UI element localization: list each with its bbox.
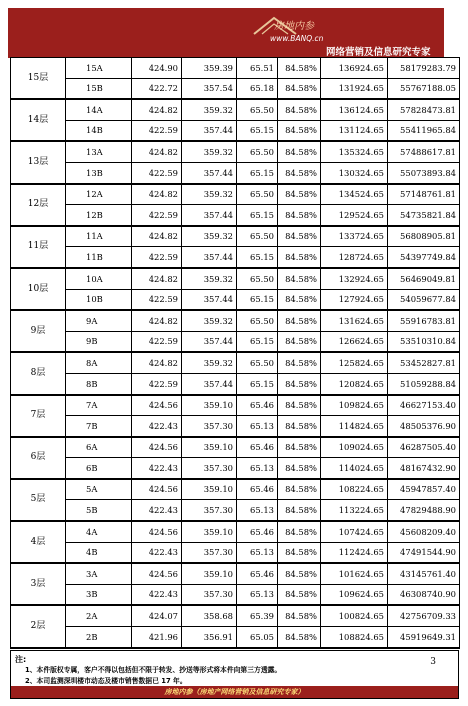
unit-price-cell: 128724.65 [321,247,388,268]
unit-price-cell: 114824.65 [321,416,388,437]
unit-price-cell: 129524.65 [321,205,388,226]
usable-area-cell: 358.68 [182,605,237,626]
usable-area-cell: 357.30 [182,416,237,437]
ratio-cell: 84.58% [278,479,321,500]
note-line: 1、本件版权专属，客户不得以包括但不限于转发、抄送等形式将本件向第三方透露。 [25,666,282,674]
building-area-cell: 424.82 [132,184,182,205]
unit-cell: 12A [66,184,132,205]
table-row [11,563,460,584]
building-area-cell: 424.82 [132,226,182,247]
table-row [11,437,460,458]
usable-area-cell: 357.30 [182,500,237,521]
ratio-cell: 84.58% [278,289,321,310]
unit-cell: 15B [66,78,132,99]
total-price-cell: 57488617.81 [388,141,460,162]
building-area-cell: 422.43 [132,416,182,437]
ratio-cell: 84.58% [278,395,321,416]
unit-cell: 6B [66,458,132,479]
usable-area-cell: 359.32 [182,226,237,247]
table-row [11,458,460,479]
usable-area-cell: 357.44 [182,120,237,141]
shared-area-cell: 65.50 [237,99,278,120]
building-area-cell: 422.59 [132,205,182,226]
usable-area-cell: 356.91 [182,627,237,648]
ratio-cell: 84.58% [278,437,321,458]
total-price-cell: 45608209.40 [388,521,460,542]
table-row [11,120,460,141]
total-price-cell: 48167432.90 [388,458,460,479]
shared-area-cell: 65.13 [237,584,278,605]
unit-cell: 3B [66,584,132,605]
ratio-cell: 84.58% [278,331,321,352]
unit-cell: 12B [66,205,132,226]
total-price-cell: 46287505.40 [388,437,460,458]
logo-tagline: 网络营销及信息研究专家 [326,47,431,58]
total-price-cell: 45947857.40 [388,479,460,500]
floor-label: 6层 [11,437,66,479]
floor-label: 13层 [11,141,66,183]
ratio-cell: 84.58% [278,141,321,162]
building-area-cell: 424.82 [132,310,182,331]
building-area-cell: 424.56 [132,479,182,500]
total-price-cell: 51059288.84 [388,373,460,394]
shared-area-cell: 65.15 [237,162,278,183]
building-area-cell: 422.59 [132,247,182,268]
table-row [11,521,460,542]
shared-area-cell: 65.15 [237,373,278,394]
unit-cell: 3A [66,563,132,584]
table-row [11,205,460,226]
total-price-cell: 53452827.81 [388,352,460,373]
building-area-cell: 422.59 [132,331,182,352]
ratio-cell: 84.58% [278,521,321,542]
building-area-cell: 424.82 [132,268,182,289]
unit-price-cell: 131124.65 [321,120,388,141]
total-price-cell: 54735821.84 [388,205,460,226]
building-area-cell: 421.96 [132,627,182,648]
ratio-cell: 84.58% [278,162,321,183]
table-row [11,247,460,268]
usable-area-cell: 357.30 [182,542,237,563]
ratio-cell: 84.58% [278,605,321,626]
shared-area-cell: 65.46 [237,437,278,458]
usable-area-cell: 359.10 [182,395,237,416]
shared-area-cell: 65.13 [237,416,278,437]
total-price-cell: 57828473.81 [388,99,460,120]
shared-area-cell: 65.50 [237,268,278,289]
ratio-cell: 84.58% [278,563,321,584]
unit-cell: 2A [66,605,132,626]
unit-price-cell: 120824.65 [321,373,388,394]
floor-label: 5层 [11,479,66,521]
building-area-cell: 424.82 [132,99,182,120]
unit-cell: 5A [66,479,132,500]
ratio-cell: 84.58% [278,373,321,394]
note-line: 2、本司监测深圳楼市动态及楼市销售数据已 17 年。 [25,677,187,685]
table-row [11,78,460,99]
floor-label: 4层 [11,521,66,563]
total-price-cell: 47491544.90 [388,542,460,563]
shared-area-cell: 65.13 [237,458,278,479]
ratio-cell: 84.58% [278,226,321,247]
total-price-cell: 55767188.05 [388,78,460,99]
unit-cell: 6A [66,437,132,458]
ratio-cell: 84.58% [278,310,321,331]
shared-area-cell: 65.15 [237,120,278,141]
table-row [11,395,460,416]
ratio-cell: 84.58% [278,247,321,268]
floor-label: 8层 [11,352,66,394]
total-price-cell: 54397749.84 [388,247,460,268]
usable-area-cell: 359.32 [182,268,237,289]
header-banner [8,8,444,58]
usable-area-cell: 357.44 [182,289,237,310]
shared-area-cell: 65.46 [237,563,278,584]
shared-area-cell: 65.46 [237,395,278,416]
total-price-cell: 54059677.84 [388,289,460,310]
unit-price-cell: 132924.65 [321,268,388,289]
unit-price-cell: 108224.65 [321,479,388,500]
building-area-cell: 422.59 [132,289,182,310]
unit-cell: 14B [66,120,132,141]
unit-price-cell: 130324.65 [321,162,388,183]
shared-area-cell: 65.15 [237,247,278,268]
table-row [11,184,460,205]
usable-area-cell: 357.44 [182,331,237,352]
unit-price-cell: 112424.65 [321,542,388,563]
floor-label: 9层 [11,310,66,352]
building-area-cell: 422.43 [132,584,182,605]
shared-area-cell: 65.15 [237,289,278,310]
usable-area-cell: 357.30 [182,584,237,605]
unit-price-cell: 131624.65 [321,310,388,331]
unit-cell: 14A [66,99,132,120]
building-area-cell: 424.56 [132,437,182,458]
unit-price-cell: 114024.65 [321,458,388,479]
usable-area-cell: 359.10 [182,479,237,500]
table-row [11,416,460,437]
unit-price-cell: 107424.65 [321,521,388,542]
unit-cell: 10B [66,289,132,310]
logo [252,14,432,58]
unit-price-cell: 113224.65 [321,500,388,521]
total-price-cell: 43145761.40 [388,563,460,584]
unit-price-cell: 134524.65 [321,184,388,205]
ratio-cell: 84.58% [278,205,321,226]
unit-cell: 4B [66,542,132,563]
table-row [11,479,460,500]
notes-box [10,650,459,699]
table-row [11,627,460,648]
unit-cell: 15A [66,58,132,79]
usable-area-cell: 359.32 [182,310,237,331]
usable-area-cell: 357.44 [182,162,237,183]
table-row [11,310,460,331]
unit-cell: 8B [66,373,132,394]
usable-area-cell: 359.32 [182,184,237,205]
total-price-cell: 56469049.81 [388,268,460,289]
floor-label: 14层 [11,99,66,141]
shared-area-cell: 65.50 [237,310,278,331]
table-row [11,268,460,289]
unit-price-cell: 109024.65 [321,437,388,458]
unit-cell: 9A [66,310,132,331]
unit-cell: 11B [66,247,132,268]
usable-area-cell: 359.10 [182,437,237,458]
table-row [11,162,460,183]
building-area-cell: 424.82 [132,141,182,162]
building-area-cell: 424.90 [132,58,182,79]
building-area-cell: 422.43 [132,458,182,479]
building-area-cell: 422.72 [132,78,182,99]
table-row [11,542,460,563]
logo-brand: 房地内参 [274,21,314,32]
floor-label: 11层 [11,226,66,268]
unit-price-cell: 109824.65 [321,395,388,416]
unit-cell: 10A [66,268,132,289]
unit-cell: 13B [66,162,132,183]
footer-bar: 房地内参（房地产网络营销及信息研究专家） [11,686,458,698]
ratio-cell: 84.58% [278,78,321,99]
table-row [11,500,460,521]
unit-price-cell: 125824.65 [321,352,388,373]
ratio-cell: 84.58% [278,58,321,79]
table-row [11,226,460,247]
unit-price-cell: 126624.65 [321,331,388,352]
building-area-cell: 424.56 [132,563,182,584]
floor-label: 2层 [11,605,66,647]
floor-label: 7层 [11,395,66,437]
total-price-cell: 55073893.84 [388,162,460,183]
total-price-cell: 45919649.31 [388,627,460,648]
ratio-cell: 84.58% [278,458,321,479]
shared-area-cell: 65.46 [237,479,278,500]
unit-cell: 9B [66,331,132,352]
table-row [11,99,460,120]
table-row [11,584,460,605]
building-area-cell: 422.43 [132,542,182,563]
total-price-cell: 46308740.90 [388,584,460,605]
unit-cell: 7B [66,416,132,437]
floor-label: 3层 [11,563,66,605]
usable-area-cell: 359.32 [182,99,237,120]
ratio-cell: 84.58% [278,99,321,120]
shared-area-cell: 65.50 [237,226,278,247]
building-area-cell: 422.59 [132,120,182,141]
ratio-cell: 84.58% [278,500,321,521]
usable-area-cell: 357.44 [182,247,237,268]
usable-area-cell: 359.10 [182,563,237,584]
ratio-cell: 84.58% [278,416,321,437]
unit-cell: 2B [66,627,132,648]
unit-price-cell: 131924.65 [321,78,388,99]
shared-area-cell: 65.18 [237,78,278,99]
unit-price-cell: 108824.65 [321,627,388,648]
shared-area-cell: 65.39 [237,605,278,626]
shared-area-cell: 65.13 [237,542,278,563]
shared-area-cell: 65.50 [237,141,278,162]
unit-price-cell: 109624.65 [321,584,388,605]
logo-site: www.BANQ.cn [270,34,324,43]
usable-area-cell: 357.44 [182,373,237,394]
unit-cell: 4A [66,521,132,542]
shared-area-cell: 65.50 [237,184,278,205]
total-price-cell: 56808905.81 [388,226,460,247]
floor-label: 10层 [11,268,66,310]
total-price-cell: 55916783.81 [388,310,460,331]
total-price-cell: 42756709.33 [388,605,460,626]
total-price-cell: 47829488.90 [388,500,460,521]
unit-cell: 7A [66,395,132,416]
unit-price-table [10,57,460,649]
ratio-cell: 84.58% [278,584,321,605]
building-area-cell: 424.07 [132,605,182,626]
unit-price-cell: 136924.65 [321,58,388,79]
usable-area-cell: 359.32 [182,141,237,162]
building-area-cell: 424.56 [132,395,182,416]
table-row [11,331,460,352]
table-row [11,141,460,162]
unit-price-cell: 127924.65 [321,289,388,310]
total-price-cell: 57148761.81 [388,184,460,205]
shared-area-cell: 65.51 [237,58,278,79]
building-area-cell: 424.82 [132,352,182,373]
ratio-cell: 84.58% [278,268,321,289]
ratio-cell: 84.58% [278,627,321,648]
unit-price-cell: 136124.65 [321,99,388,120]
building-area-cell: 422.59 [132,162,182,183]
unit-price-cell: 101624.65 [321,563,388,584]
page-number: 3 [430,657,436,667]
shared-area-cell: 65.46 [237,521,278,542]
usable-area-cell: 359.10 [182,521,237,542]
total-price-cell: 58179283.79 [388,58,460,79]
unit-cell: 8A [66,352,132,373]
building-area-cell: 422.59 [132,373,182,394]
usable-area-cell: 359.32 [182,352,237,373]
notes-title: 注: [15,655,27,664]
usable-area-cell: 359.39 [182,58,237,79]
unit-cell: 11A [66,226,132,247]
table-row [11,605,460,626]
ratio-cell: 84.58% [278,120,321,141]
table-row [11,352,460,373]
unit-cell: 5B [66,500,132,521]
building-area-cell: 422.43 [132,500,182,521]
unit-price-cell: 135324.65 [321,141,388,162]
unit-cell: 13A [66,141,132,162]
usable-area-cell: 357.44 [182,205,237,226]
total-price-cell: 48505376.90 [388,416,460,437]
usable-area-cell: 357.54 [182,78,237,99]
shared-area-cell: 65.15 [237,205,278,226]
ratio-cell: 84.58% [278,352,321,373]
total-price-cell: 46627153.40 [388,395,460,416]
shared-area-cell: 65.13 [237,500,278,521]
table-row [11,58,460,79]
floor-label: 12层 [11,184,66,226]
ratio-cell: 84.58% [278,542,321,563]
floor-label: 15层 [11,58,66,100]
table-row [11,289,460,310]
usable-area-cell: 357.30 [182,458,237,479]
total-price-cell: 55411965.84 [388,120,460,141]
shared-area-cell: 65.50 [237,352,278,373]
unit-price-cell: 133724.65 [321,226,388,247]
unit-price-cell: 100824.65 [321,605,388,626]
shared-area-cell: 65.15 [237,331,278,352]
building-area-cell: 424.56 [132,521,182,542]
table-row [11,373,460,394]
shared-area-cell: 65.05 [237,627,278,648]
ratio-cell: 84.58% [278,184,321,205]
total-price-cell: 53510310.84 [388,331,460,352]
